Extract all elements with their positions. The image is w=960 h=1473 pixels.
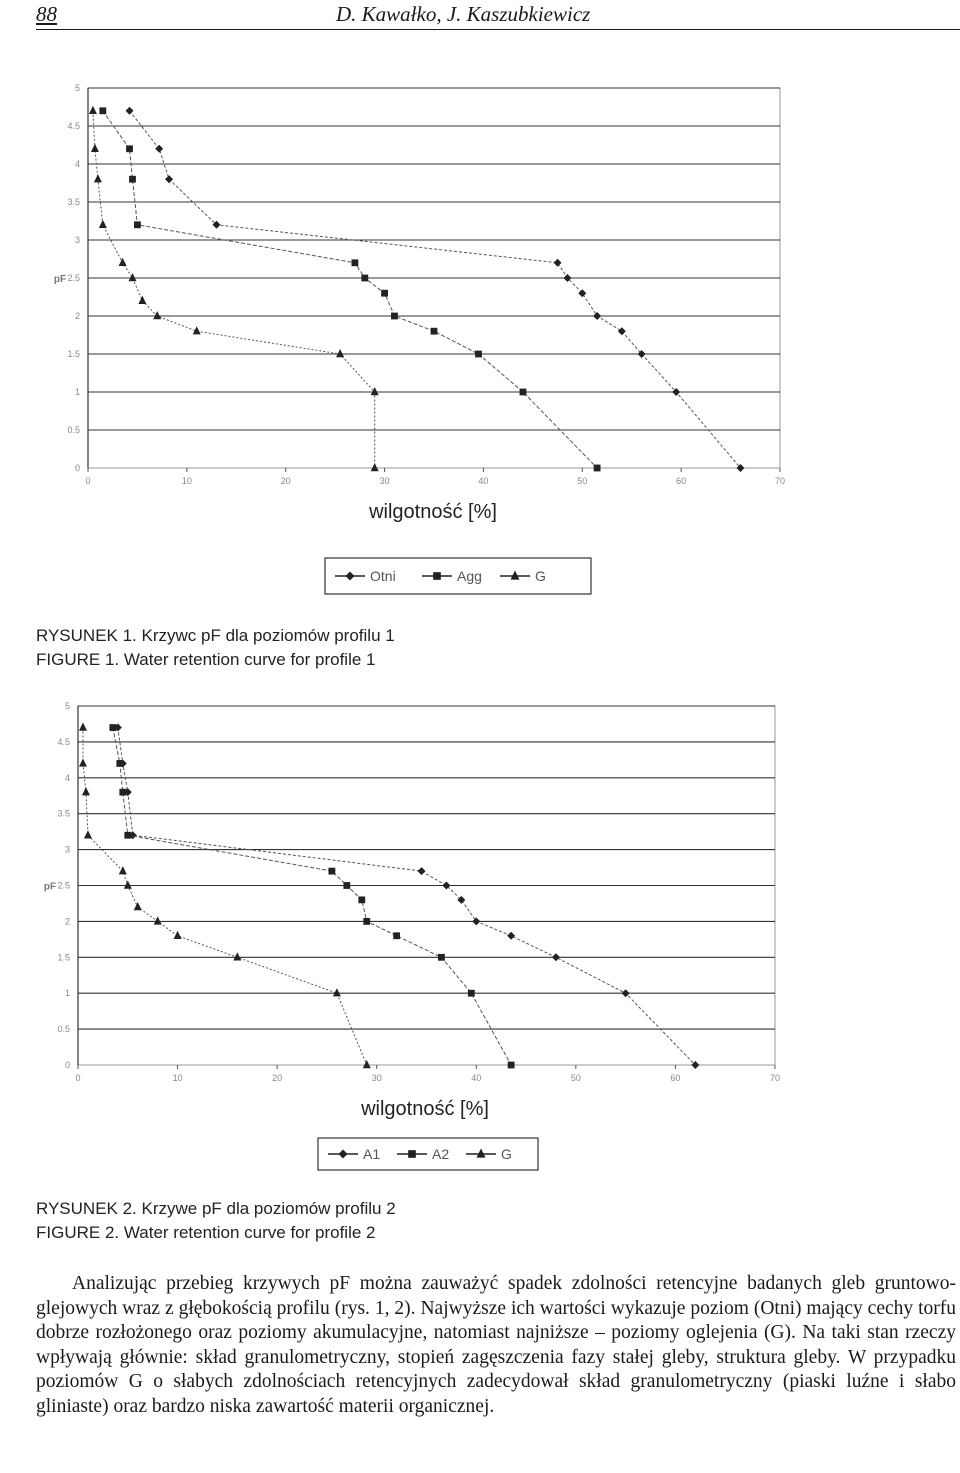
fig2-xtick-label: 30	[371, 1073, 382, 1083]
fig2-series-a2-point	[124, 832, 131, 839]
fig2-series-a1-point	[507, 932, 515, 940]
fig2-series-a1-point	[552, 953, 560, 961]
fig2-series-g-point	[79, 758, 87, 766]
fig1-series-agg-point	[431, 328, 438, 335]
fig2-ytick-label: 2.5	[57, 880, 70, 891]
fig1-xtick-label: 40	[478, 476, 489, 486]
fig1-xtick-label: 30	[379, 476, 390, 486]
fig2-series-g-point	[134, 902, 142, 910]
running-authors: D. Kawałko, J. Kaszubkiewicz	[336, 2, 591, 26]
fig1-series-otni-point	[593, 312, 601, 320]
fig2-series-g-point	[84, 830, 92, 838]
fig1-series-agg-point	[352, 259, 359, 266]
fig2-series-a1-point	[418, 867, 426, 875]
fig2-xtick-label: 20	[272, 1073, 283, 1083]
fig1-series-agg-point	[391, 313, 398, 320]
fig2-xtick-label: 50	[570, 1073, 581, 1083]
fig2-series-g-point	[233, 952, 241, 960]
fig1-ytick-label: 4.5	[67, 121, 80, 131]
fig2-xtick-label: 0	[75, 1073, 81, 1083]
fig1-ytick-label: 2	[74, 311, 80, 321]
fig1-legend-label: Otni	[370, 568, 396, 584]
fig2-series-a2-point	[329, 868, 336, 875]
fig2-series-a2-point	[343, 882, 350, 889]
fig2-series-g-point	[124, 881, 132, 889]
fig2-ytick-label: 2	[64, 916, 70, 927]
fig2-ytick-label: 4	[64, 772, 70, 783]
fig2-series-g-point	[363, 1060, 371, 1068]
fig1-legend-swatch-marker	[433, 572, 441, 580]
fig1-ytick-label: 3.5	[67, 197, 80, 207]
fig2-series-a1-point	[472, 917, 480, 925]
fig1-legend-label: Agg	[457, 568, 482, 584]
fig2-ytick-label: 3.5	[57, 808, 70, 819]
fig2-ytick-label: 3	[64, 844, 70, 855]
fig1-xtick-label: 10	[181, 476, 192, 486]
fig2-ytick-label: 0.5	[57, 1024, 70, 1035]
fig2-series-g-point	[174, 931, 182, 939]
fig2-xtick-label: 70	[769, 1073, 781, 1083]
fig1-series-g-point	[94, 174, 102, 182]
fig2-legend-label: A1	[363, 1146, 381, 1162]
fig1-series-agg-point	[381, 290, 388, 297]
figure-2-caption	[36, 1197, 396, 1245]
fig1-ylabel: pF	[53, 274, 67, 285]
fig1-series-g-point	[119, 258, 127, 266]
fig2-ytick-label: 4.5	[57, 736, 70, 747]
fig2-ylabel: pF	[43, 881, 57, 893]
fig2-series-a2-point	[508, 1062, 515, 1069]
header-rule	[36, 29, 960, 30]
fig1-series-otni-point	[126, 107, 134, 115]
fig1-xtick-label: 20	[280, 476, 291, 486]
figure-1-caption	[36, 624, 395, 672]
fig2-series-a2-point	[363, 918, 370, 925]
fig2-series-a2-point	[438, 954, 445, 961]
fig2-series-g-point	[82, 787, 90, 795]
fig2-legend-label: G	[501, 1146, 512, 1162]
running-header	[36, 0, 960, 30]
fig2-xtick-label: 40	[471, 1073, 482, 1083]
fig1-ytick-label: 4	[74, 159, 80, 169]
fig1-series-agg-point	[594, 465, 601, 472]
fig2-series-a2-point	[116, 760, 123, 767]
fig2-series-a2-point	[468, 990, 475, 997]
fig1-series-g-point	[99, 220, 107, 228]
fig2-series-g-point	[154, 916, 162, 924]
fig1-ytick-label: 3	[74, 235, 80, 245]
fig1-ytick-label: 0	[74, 463, 80, 473]
fig1-series-otni-point	[618, 327, 626, 335]
fig1-legend-label: G	[535, 568, 546, 584]
fig1-series-g-point	[371, 387, 379, 395]
fig1-series-agg-point	[129, 176, 136, 183]
figure-2-caption-en: FIGURE 2. Water retention curve for profile 2	[36, 1223, 376, 1242]
fig1-xtick-label: 0	[85, 476, 91, 486]
fig1-series-otni-point	[155, 145, 163, 153]
fig2-series-a2-point	[358, 896, 365, 903]
figure-1-caption-pl: RYSUNEK 1. Krzywc pF dla poziomów profilu 1	[36, 626, 395, 645]
figure-2-chart	[0, 690, 960, 1180]
fig1-ytick-label: 2.5	[67, 273, 80, 283]
fig1-series-agg-point	[361, 275, 368, 282]
fig1-series-g-point	[91, 144, 99, 152]
body-paragraph: Analizując przebieg krzywych pF można zauważyć spadek zdolności retencyjne badanych gleb gruntowo-glejowych wraz z głębokością profilu (rys. 1, 2). Najwyższe ich wartości wykazuje poziom (Otni) mający cechy torfu dobrze rozłożonego oraz poziomy akumulacyjne, natomiast najniższe – poziomy oglejenia (G). Na taki stan rzeczy wpływają głównie: skład granulometryczny, stopień zagęszczenia fazy stałej gleby, struktura gleby. W przypadku poziomów G o słabych zdolnościach retencyjnych zadecydował skład granulometryczny (piaski luźne i słabo gliniaste) oraz bardzo niska zawartość materii organicznej.	[36, 1273, 956, 1417]
fig1-series-agg-point	[520, 389, 527, 396]
fig2-series-a2-point	[393, 932, 400, 939]
fig2-xlabel: wilgotność [%]	[361, 1098, 489, 1120]
body-text	[36, 1272, 956, 1420]
fig1-series-g-point	[89, 106, 97, 114]
fig2-xtick-label: 10	[172, 1073, 183, 1083]
fig2-series-g-point	[119, 866, 127, 874]
fig1-ytick-label: 1	[74, 387, 80, 397]
fig1-ytick-label: 1.5	[67, 349, 80, 359]
fig2-xtick-label: 60	[670, 1073, 681, 1083]
fig1-ytick-label: 0.5	[67, 425, 80, 435]
fig1-series-g-point	[138, 296, 146, 304]
fig1-series-otni-point	[165, 175, 173, 183]
fig1-series-g-point	[336, 349, 344, 357]
page-number: 88	[36, 2, 57, 26]
fig1-ytick-label: 5	[74, 83, 80, 93]
fig1-xlabel: wilgotność [%]	[369, 501, 497, 523]
figure-1-chart	[0, 70, 960, 610]
fig2-legend-label: A2	[432, 1146, 450, 1162]
figure-1-caption-en: FIGURE 1. Water retention curve for profile 1	[36, 650, 376, 669]
fig1-series-agg-point	[99, 107, 106, 114]
fig2-ytick-label: 5	[64, 701, 70, 711]
fig2-legend-swatch-marker	[408, 1150, 416, 1158]
fig2-series-a2-point	[119, 789, 126, 796]
figure-2-caption-pl: RYSUNEK 2. Krzywe pF dla poziomów profilu 2	[36, 1199, 396, 1218]
fig1-series-otni-point	[554, 259, 562, 267]
fig1-series-otni-point	[578, 289, 586, 297]
fig1-xtick-label: 70	[774, 476, 786, 486]
fig1-xtick-label: 60	[676, 476, 687, 486]
fig2-ytick-label: 0	[64, 1060, 70, 1070]
fig2-ytick-label: 1.5	[57, 952, 70, 963]
fig2-series-a2-point	[109, 724, 116, 731]
fig1-xtick-label: 50	[577, 476, 588, 486]
fig2-series-g-point	[79, 723, 87, 731]
fig1-series-g-point	[371, 463, 379, 471]
fig1-series-g-point	[128, 273, 136, 281]
fig1-series-agg-point	[475, 351, 482, 358]
fig1-series-g-point	[153, 311, 161, 319]
fig2-ytick-label: 1	[64, 988, 70, 999]
fig1-series-agg-point	[134, 221, 141, 228]
fig1-series-agg-point	[126, 145, 133, 152]
